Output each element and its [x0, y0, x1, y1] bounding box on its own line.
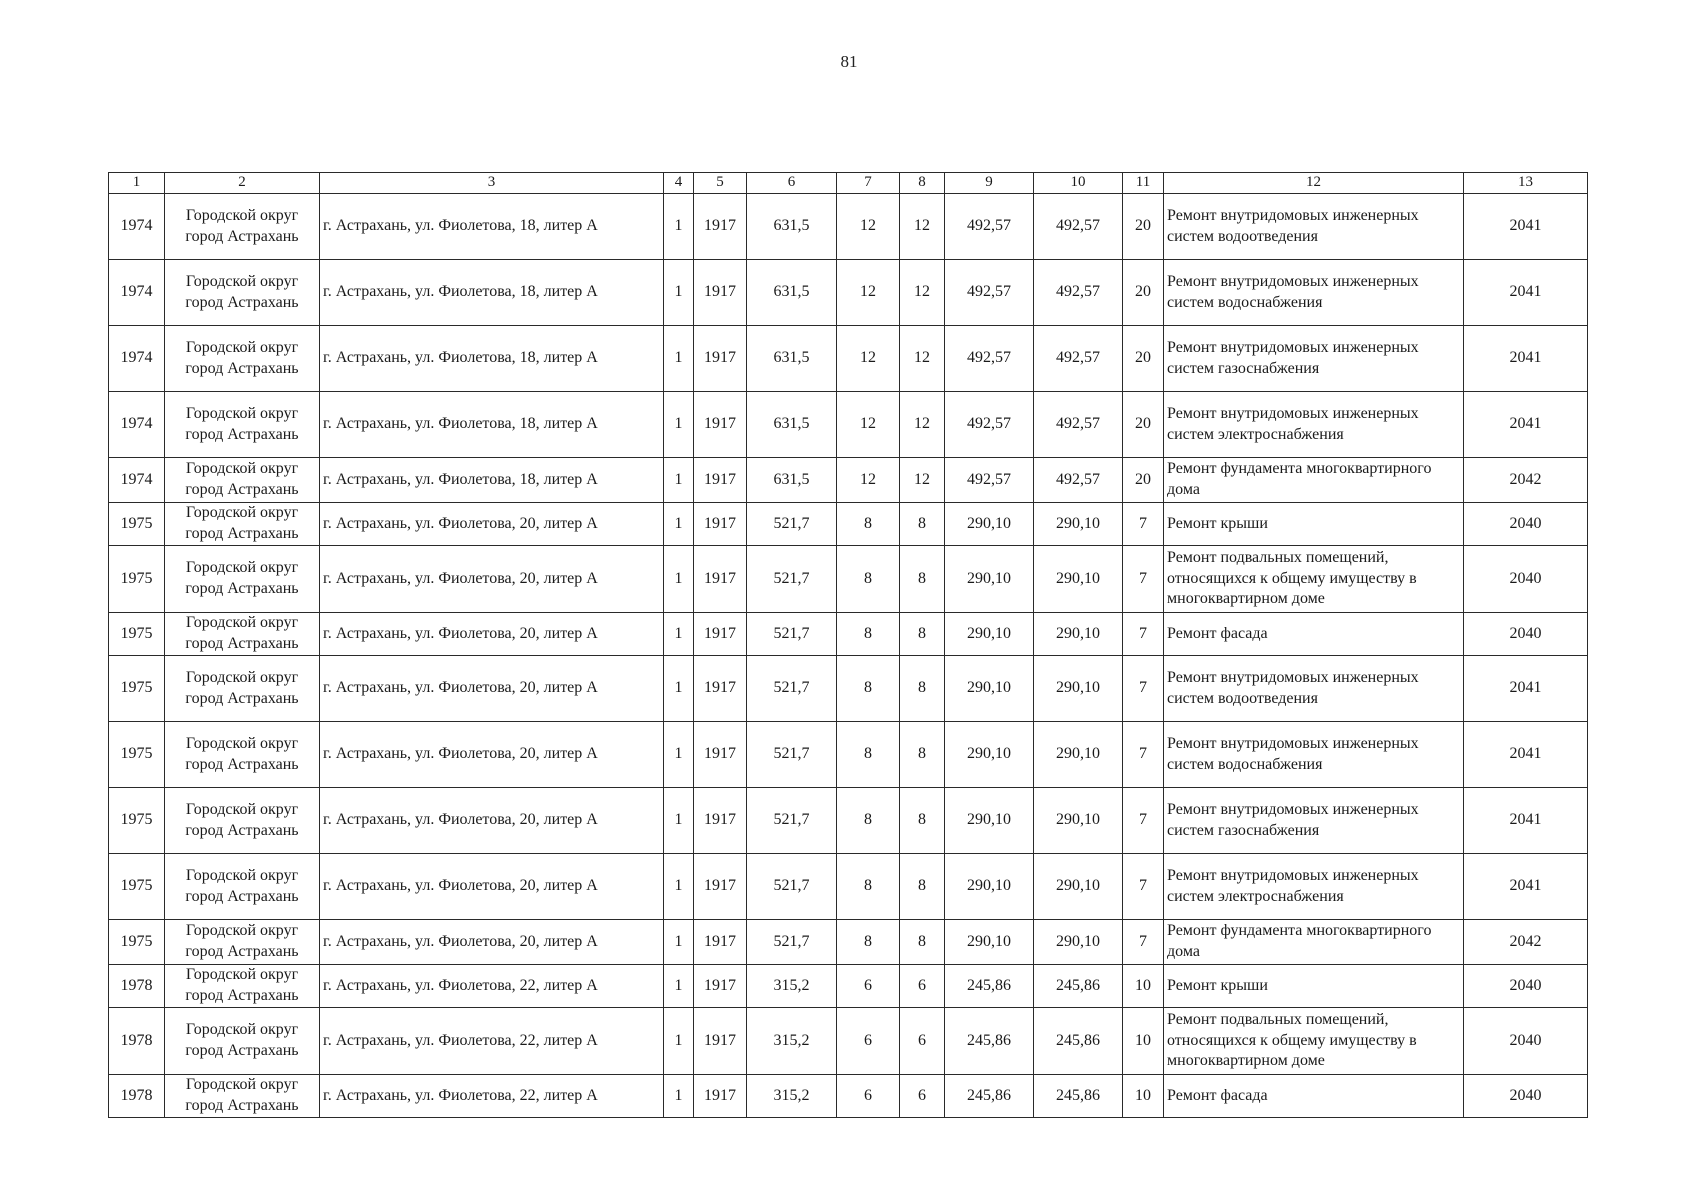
col6-cell: 521,7: [747, 788, 837, 854]
col4-cell: 1: [664, 656, 694, 722]
col4-cell: 1: [664, 854, 694, 920]
municipality-cell: Городской округ город Астрахань: [165, 656, 320, 722]
col7-cell: 8: [837, 656, 900, 722]
planned-year-cell: 2041: [1464, 788, 1588, 854]
column-header-13: 13: [1464, 173, 1588, 194]
col4-cell: 1: [664, 920, 694, 965]
col8-cell: 6: [900, 965, 945, 1008]
col9-cell: 290,10: [945, 503, 1034, 546]
table-row: [109, 1075, 1588, 1118]
col10-cell: 492,57: [1034, 326, 1123, 392]
col11-cell: 7: [1123, 920, 1164, 965]
municipality-cell: Городской округ город Астрахань: [165, 458, 320, 503]
table-row: [109, 503, 1588, 546]
col5-cell: 1917: [694, 1075, 747, 1118]
municipality-cell: Городской округ город Астрахань: [165, 392, 320, 458]
col9-cell: 290,10: [945, 613, 1034, 656]
row-number-cell: 1978: [109, 965, 165, 1008]
col10-cell: 290,10: [1034, 656, 1123, 722]
column-header-10: 10: [1034, 173, 1123, 194]
col7-cell: 8: [837, 788, 900, 854]
col8-cell: 12: [900, 392, 945, 458]
col11-cell: 20: [1123, 260, 1164, 326]
table-row: [109, 546, 1588, 613]
municipality-cell: Городской округ город Астрахань: [165, 1075, 320, 1118]
col8-cell: 12: [900, 194, 945, 260]
col4-cell: 1: [664, 392, 694, 458]
work-type-cell: Ремонт фундамента многоквартирного дома: [1164, 458, 1464, 503]
col8-cell: 8: [900, 613, 945, 656]
address-cell: г. Астрахань, ул. Фиолетова, 20, литер А: [320, 722, 664, 788]
col11-cell: 7: [1123, 788, 1164, 854]
table-row: [109, 392, 1588, 458]
work-type-cell: Ремонт внутридомовых инженерных систем электроснабжения: [1164, 392, 1464, 458]
table-row: [109, 788, 1588, 854]
address-cell: г. Астрахань, ул. Фиолетова, 20, литер А: [320, 613, 664, 656]
address-cell: г. Астрахань, ул. Фиолетова, 20, литер А: [320, 503, 664, 546]
col9-cell: 492,57: [945, 260, 1034, 326]
col6-cell: 521,7: [747, 854, 837, 920]
col7-cell: 12: [837, 326, 900, 392]
planned-year-cell: 2041: [1464, 326, 1588, 392]
work-type-cell: Ремонт внутридомовых инженерных систем водоснабжения: [1164, 722, 1464, 788]
planned-year-cell: 2042: [1464, 920, 1588, 965]
work-type-cell: Ремонт фундамента многоквартирного дома: [1164, 920, 1464, 965]
column-header-4: 4: [664, 173, 694, 194]
planned-year-cell: 2040: [1464, 546, 1588, 613]
work-type-cell: Ремонт фасада: [1164, 613, 1464, 656]
col6-cell: 315,2: [747, 965, 837, 1008]
col7-cell: 6: [837, 1008, 900, 1075]
col5-cell: 1917: [694, 458, 747, 503]
col4-cell: 1: [664, 1008, 694, 1075]
column-header-12: 12: [1164, 173, 1464, 194]
work-type-cell: Ремонт внутридомовых инженерных систем газоснабжения: [1164, 326, 1464, 392]
municipality-cell: Городской округ город Астрахань: [165, 613, 320, 656]
planned-year-cell: 2042: [1464, 458, 1588, 503]
municipality-cell: Городской округ город Астрахань: [165, 194, 320, 260]
address-cell: г. Астрахань, ул. Фиолетова, 22, литер А: [320, 1075, 664, 1118]
row-number-cell: 1974: [109, 458, 165, 503]
address-cell: г. Астрахань, ул. Фиолетова, 18, литер А: [320, 392, 664, 458]
municipality-cell: Городской округ город Астрахань: [165, 965, 320, 1008]
work-type-cell: Ремонт подвальных помещений, относящихся к общему имуществу в многоквартирном доме: [1164, 546, 1464, 613]
row-number-cell: 1975: [109, 920, 165, 965]
col10-cell: 290,10: [1034, 920, 1123, 965]
column-header-6: 6: [747, 173, 837, 194]
row-number-cell: 1974: [109, 260, 165, 326]
planned-year-cell: 2040: [1464, 1075, 1588, 1118]
repair-schedule-table: [108, 172, 1588, 1118]
col6-cell: 521,7: [747, 613, 837, 656]
col8-cell: 6: [900, 1075, 945, 1118]
col6-cell: 631,5: [747, 260, 837, 326]
col6-cell: 631,5: [747, 326, 837, 392]
address-cell: г. Астрахань, ул. Фиолетова, 22, литер А: [320, 965, 664, 1008]
col9-cell: 290,10: [945, 546, 1034, 613]
municipality-cell: Городской округ город Астрахань: [165, 920, 320, 965]
address-cell: г. Астрахань, ул. Фиолетова, 20, литер А: [320, 920, 664, 965]
col10-cell: 290,10: [1034, 613, 1123, 656]
col6-cell: 521,7: [747, 722, 837, 788]
col10-cell: 492,57: [1034, 458, 1123, 503]
row-number-cell: 1975: [109, 854, 165, 920]
col6-cell: 315,2: [747, 1008, 837, 1075]
page-number: 81: [840, 52, 858, 71]
municipality-cell: Городской округ город Астрахань: [165, 260, 320, 326]
work-type-cell: Ремонт внутридомовых инженерных систем газоснабжения: [1164, 788, 1464, 854]
address-cell: г. Астрахань, ул. Фиолетова, 18, литер А: [320, 326, 664, 392]
col4-cell: 1: [664, 260, 694, 326]
col5-cell: 1917: [694, 392, 747, 458]
col4-cell: 1: [664, 326, 694, 392]
col7-cell: 12: [837, 458, 900, 503]
work-type-cell: Ремонт фасада: [1164, 1075, 1464, 1118]
planned-year-cell: 2041: [1464, 260, 1588, 326]
col5-cell: 1917: [694, 260, 747, 326]
col8-cell: 8: [900, 788, 945, 854]
table-row: [109, 722, 1588, 788]
col7-cell: 12: [837, 194, 900, 260]
address-cell: г. Астрахань, ул. Фиолетова, 20, литер А: [320, 656, 664, 722]
col10-cell: 245,86: [1034, 965, 1123, 1008]
col7-cell: 8: [837, 920, 900, 965]
table-row: [109, 656, 1588, 722]
column-header-3: 3: [320, 173, 664, 194]
col6-cell: 521,7: [747, 503, 837, 546]
work-type-cell: Ремонт крыши: [1164, 503, 1464, 546]
col11-cell: 20: [1123, 458, 1164, 503]
address-cell: г. Астрахань, ул. Фиолетова, 20, литер А: [320, 546, 664, 613]
col11-cell: 7: [1123, 503, 1164, 546]
col7-cell: 8: [837, 546, 900, 613]
col10-cell: 290,10: [1034, 788, 1123, 854]
col8-cell: 6: [900, 1008, 945, 1075]
work-type-cell: Ремонт подвальных помещений, относящихся к общему имуществу в многоквартирном доме: [1164, 1008, 1464, 1075]
col7-cell: 8: [837, 613, 900, 656]
address-cell: г. Астрахань, ул. Фиолетова, 18, литер А: [320, 260, 664, 326]
table-row: [109, 194, 1588, 260]
table-row: [109, 613, 1588, 656]
row-number-cell: 1974: [109, 392, 165, 458]
col9-cell: 245,86: [945, 965, 1034, 1008]
col7-cell: 12: [837, 260, 900, 326]
row-number-cell: 1975: [109, 722, 165, 788]
col4-cell: 1: [664, 722, 694, 788]
municipality-cell: Городской округ город Астрахань: [165, 503, 320, 546]
col8-cell: 8: [900, 503, 945, 546]
table-row: [109, 965, 1588, 1008]
column-number-header-row: [109, 173, 1588, 194]
col10-cell: 245,86: [1034, 1075, 1123, 1118]
col7-cell: 8: [837, 854, 900, 920]
col5-cell: 1917: [694, 920, 747, 965]
col10-cell: 492,57: [1034, 392, 1123, 458]
col11-cell: 7: [1123, 613, 1164, 656]
col10-cell: 290,10: [1034, 854, 1123, 920]
address-cell: г. Астрахань, ул. Фиолетова, 18, литер А: [320, 194, 664, 260]
col9-cell: 492,57: [945, 392, 1034, 458]
planned-year-cell: 2040: [1464, 503, 1588, 546]
table-row: [109, 260, 1588, 326]
address-cell: г. Астрахань, ул. Фиолетова, 22, литер А: [320, 1008, 664, 1075]
column-header-5: 5: [694, 173, 747, 194]
work-type-cell: Ремонт внутридомовых инженерных систем водоотведения: [1164, 656, 1464, 722]
planned-year-cell: 2040: [1464, 613, 1588, 656]
row-number-cell: 1978: [109, 1008, 165, 1075]
planned-year-cell: 2041: [1464, 656, 1588, 722]
table-row: [109, 920, 1588, 965]
column-header-9: 9: [945, 173, 1034, 194]
col8-cell: 12: [900, 326, 945, 392]
col6-cell: 631,5: [747, 194, 837, 260]
col9-cell: 290,10: [945, 854, 1034, 920]
col10-cell: 492,57: [1034, 194, 1123, 260]
col11-cell: 7: [1123, 854, 1164, 920]
address-cell: г. Астрахань, ул. Фиолетова, 20, литер А: [320, 788, 664, 854]
row-number-cell: 1974: [109, 326, 165, 392]
col6-cell: 521,7: [747, 656, 837, 722]
col11-cell: 10: [1123, 965, 1164, 1008]
planned-year-cell: 2040: [1464, 1008, 1588, 1075]
column-header-2: 2: [165, 173, 320, 194]
col6-cell: 521,7: [747, 546, 837, 613]
col9-cell: 290,10: [945, 788, 1034, 854]
municipality-cell: Городской округ город Астрахань: [165, 788, 320, 854]
col7-cell: 12: [837, 392, 900, 458]
col5-cell: 1917: [694, 1008, 747, 1075]
col8-cell: 12: [900, 458, 945, 503]
col5-cell: 1917: [694, 788, 747, 854]
col8-cell: 8: [900, 656, 945, 722]
col11-cell: 10: [1123, 1008, 1164, 1075]
col5-cell: 1917: [694, 656, 747, 722]
col4-cell: 1: [664, 1075, 694, 1118]
col11-cell: 7: [1123, 722, 1164, 788]
row-number-cell: 1975: [109, 788, 165, 854]
col6-cell: 521,7: [747, 920, 837, 965]
col6-cell: 631,5: [747, 458, 837, 503]
row-number-cell: 1978: [109, 1075, 165, 1118]
col4-cell: 1: [664, 194, 694, 260]
col9-cell: 245,86: [945, 1008, 1034, 1075]
row-number-cell: 1975: [109, 656, 165, 722]
table-row: [109, 458, 1588, 503]
col11-cell: 20: [1123, 194, 1164, 260]
column-header-11: 11: [1123, 173, 1164, 194]
col11-cell: 7: [1123, 656, 1164, 722]
col6-cell: 315,2: [747, 1075, 837, 1118]
col5-cell: 1917: [694, 965, 747, 1008]
col5-cell: 1917: [694, 503, 747, 546]
col9-cell: 492,57: [945, 194, 1034, 260]
col4-cell: 1: [664, 965, 694, 1008]
col9-cell: 492,57: [945, 458, 1034, 503]
col5-cell: 1917: [694, 326, 747, 392]
col9-cell: 245,86: [945, 1075, 1034, 1118]
municipality-cell: Городской округ город Астрахань: [165, 326, 320, 392]
table-row: [109, 1008, 1588, 1075]
col9-cell: 492,57: [945, 326, 1034, 392]
col4-cell: 1: [664, 546, 694, 613]
col4-cell: 1: [664, 458, 694, 503]
planned-year-cell: 2041: [1464, 854, 1588, 920]
address-cell: г. Астрахань, ул. Фиолетова, 20, литер А: [320, 854, 664, 920]
col5-cell: 1917: [694, 722, 747, 788]
col8-cell: 8: [900, 854, 945, 920]
col4-cell: 1: [664, 788, 694, 854]
address-cell: г. Астрахань, ул. Фиолетова, 18, литер А: [320, 458, 664, 503]
col11-cell: 7: [1123, 546, 1164, 613]
col11-cell: 20: [1123, 392, 1164, 458]
row-number-cell: 1975: [109, 546, 165, 613]
planned-year-cell: 2041: [1464, 194, 1588, 260]
col6-cell: 631,5: [747, 392, 837, 458]
work-type-cell: Ремонт внутридомовых инженерных систем водоотведения: [1164, 194, 1464, 260]
planned-year-cell: 2041: [1464, 392, 1588, 458]
col10-cell: 492,57: [1034, 260, 1123, 326]
col11-cell: 20: [1123, 326, 1164, 392]
col8-cell: 8: [900, 546, 945, 613]
col10-cell: 290,10: [1034, 503, 1123, 546]
col5-cell: 1917: [694, 546, 747, 613]
col7-cell: 8: [837, 722, 900, 788]
col5-cell: 1917: [694, 194, 747, 260]
row-number-cell: 1974: [109, 194, 165, 260]
work-type-cell: Ремонт внутридомовых инженерных систем водоснабжения: [1164, 260, 1464, 326]
col8-cell: 8: [900, 722, 945, 788]
col9-cell: 290,10: [945, 722, 1034, 788]
col7-cell: 6: [837, 1075, 900, 1118]
municipality-cell: Городской округ город Астрахань: [165, 1008, 320, 1075]
planned-year-cell: 2041: [1464, 722, 1588, 788]
column-header-8: 8: [900, 173, 945, 194]
column-header-7: 7: [837, 173, 900, 194]
col10-cell: 290,10: [1034, 546, 1123, 613]
table-row: [109, 326, 1588, 392]
col4-cell: 1: [664, 613, 694, 656]
col11-cell: 10: [1123, 1075, 1164, 1118]
col5-cell: 1917: [694, 854, 747, 920]
work-type-cell: Ремонт крыши: [1164, 965, 1464, 1008]
municipality-cell: Городской округ город Астрахань: [165, 546, 320, 613]
col9-cell: 290,10: [945, 920, 1034, 965]
col9-cell: 290,10: [945, 656, 1034, 722]
row-number-cell: 1975: [109, 503, 165, 546]
municipality-cell: Городской округ город Астрахань: [165, 854, 320, 920]
col8-cell: 12: [900, 260, 945, 326]
column-header-1: 1: [109, 173, 165, 194]
col4-cell: 1: [664, 503, 694, 546]
table-row: [109, 854, 1588, 920]
col5-cell: 1917: [694, 613, 747, 656]
col10-cell: 245,86: [1034, 1008, 1123, 1075]
planned-year-cell: 2040: [1464, 965, 1588, 1008]
col10-cell: 290,10: [1034, 722, 1123, 788]
municipality-cell: Городской округ город Астрахань: [165, 722, 320, 788]
col7-cell: 8: [837, 503, 900, 546]
col7-cell: 6: [837, 965, 900, 1008]
row-number-cell: 1975: [109, 613, 165, 656]
table-body: [109, 194, 1588, 1118]
col8-cell: 8: [900, 920, 945, 965]
work-type-cell: Ремонт внутридомовых инженерных систем электроснабжения: [1164, 854, 1464, 920]
